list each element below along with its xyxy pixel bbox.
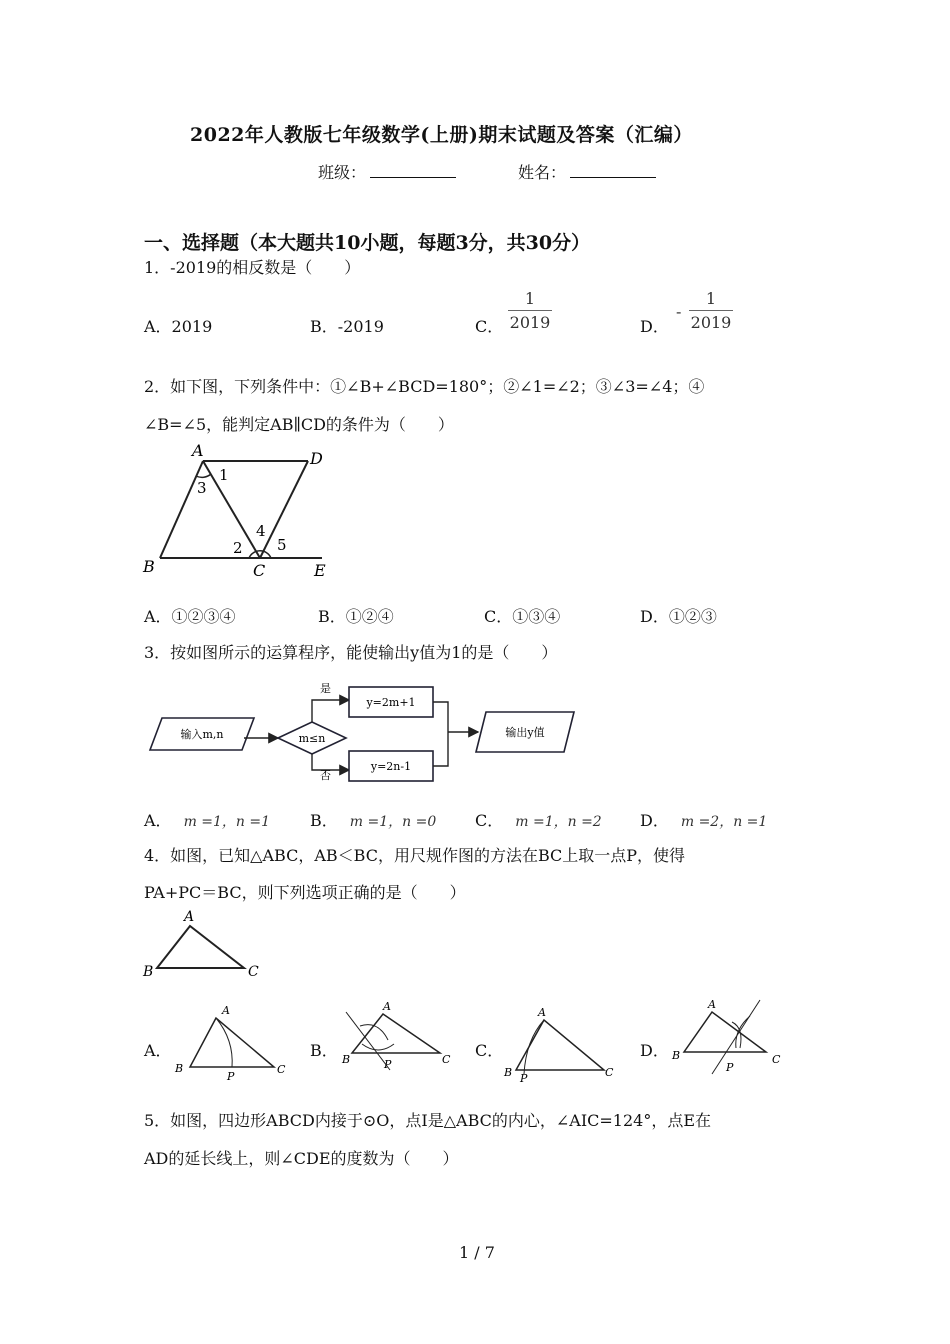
label-c: C <box>442 1053 451 1066</box>
fraction-denominator: 2019 <box>508 310 552 332</box>
option-value: m =1，n =0 <box>349 814 437 830</box>
q3-flowchart <box>146 678 578 784</box>
option-label: C． <box>475 811 504 830</box>
label-b: B <box>342 1053 351 1066</box>
q4-option-b: B． <box>310 1041 338 1060</box>
label-p: P <box>227 1070 235 1083</box>
class-field <box>318 160 456 183</box>
option-label: D． <box>640 811 669 830</box>
label-a: A <box>538 1006 546 1019</box>
q4-option-c-figure <box>500 1000 625 1084</box>
angle-4-label: 4 <box>256 522 266 540</box>
label-d: D <box>310 449 323 468</box>
q4-stem-line2: PA+PC＝BC，则下列选项正确的是（ ） <box>144 883 466 902</box>
label-p: P <box>384 1058 392 1071</box>
document-title: 2022年人教版七年级数学(上册)期末试题及答案（汇编） <box>190 124 693 146</box>
label-c: C <box>605 1066 614 1079</box>
no-label: 否 <box>320 769 331 782</box>
q1-option-a: A．2019 <box>144 317 213 336</box>
formula-2-label: y=2n-1 <box>370 760 412 773</box>
q1-option-c: C． <box>475 317 504 336</box>
q2-parallelogram-figure <box>140 440 340 582</box>
label-c: C <box>248 964 259 980</box>
label-b: B <box>143 964 154 980</box>
label-b: B <box>672 1049 681 1062</box>
angle-1-label: 1 <box>219 466 229 484</box>
angle-5-label: 5 <box>277 536 287 554</box>
label-c: C <box>277 1063 286 1076</box>
option-label: B． <box>310 811 338 830</box>
option-value: m =2，n =1 <box>680 814 768 830</box>
name-label: 姓名： <box>518 163 567 182</box>
q1-minus-sign: - <box>676 302 682 321</box>
q2-stem-line1: 2．如下图，下列条件中：①∠B+∠BCD=180°；②∠1=∠2；③∠3=∠4；④ <box>144 377 705 396</box>
q5-stem-line1: 5．如图，四边形ABCD内接于⊙O，点I是△ABC的内心，∠AIC=124°，点E在 <box>144 1111 712 1130</box>
section-heading: 一、选择题（本大题共10小题，每题3分，共30分） <box>144 232 591 254</box>
fraction-numerator: 1 <box>705 289 717 308</box>
q4-option-d: D． <box>640 1041 669 1060</box>
label-a: A <box>708 998 716 1011</box>
output-label: 输出y值 <box>505 726 545 739</box>
class-blank <box>370 163 456 178</box>
q4-option-d-figure <box>668 996 793 1080</box>
angle-3-label: 3 <box>197 479 207 497</box>
label-c: C <box>253 561 266 580</box>
label-a: A <box>222 1004 230 1017</box>
yes-label: 是 <box>320 682 331 695</box>
q2-stem-line2: ∠B=∠5，能判定AB∥CD的条件为（ ） <box>144 415 454 434</box>
q5-stem-line2: AD的延长线上，则∠CDE的度数为（ ） <box>144 1149 459 1168</box>
q3-stem: 3．按如图所示的运算程序，能使输出y值为1的是（ ） <box>144 643 558 662</box>
label-a: A <box>184 909 195 925</box>
label-b: B <box>504 1066 513 1079</box>
formula-1-label: y=2m+1 <box>366 696 416 709</box>
q2-option-b: B．①②④ <box>318 607 394 626</box>
label-p: P <box>726 1061 734 1074</box>
q4-option-a-figure <box>170 1000 295 1082</box>
q3-option-c <box>475 808 602 831</box>
label-a: A <box>383 1000 391 1013</box>
fraction-denominator: 2019 <box>689 310 733 332</box>
q3-option-d <box>640 808 767 831</box>
option-value: m =1，n =1 <box>183 814 271 830</box>
q1-stem: 1．-2019的相反数是（ ） <box>144 258 361 277</box>
class-label: 班级： <box>318 163 367 182</box>
q2-option-a: A．①②③④ <box>144 607 236 626</box>
label-c: C <box>772 1053 781 1066</box>
option-value: m =1，n =2 <box>515 814 602 830</box>
q4-option-c: C． <box>475 1041 504 1060</box>
label-a: A <box>192 441 204 460</box>
option-label: A． <box>144 811 172 830</box>
q4-triangle-figure <box>140 908 270 982</box>
q3-option-a <box>144 808 270 831</box>
q3-option-b <box>310 808 436 831</box>
condition-label: m≤n <box>298 732 326 745</box>
label-p: P <box>520 1072 528 1085</box>
q4-option-b-figure <box>338 1000 463 1082</box>
fraction-numerator: 1 <box>524 289 536 308</box>
angle-2-label: 2 <box>233 539 243 557</box>
input-label: 输入m,n <box>180 728 224 741</box>
q1-fraction-c <box>508 289 552 332</box>
q2-option-d: D．①②③ <box>640 607 717 626</box>
q2-option-c: C．①③④ <box>484 607 561 626</box>
label-e: E <box>314 561 326 580</box>
q4-option-a: A． <box>144 1041 172 1060</box>
page-number: 1 / 7 <box>459 1243 495 1262</box>
label-b: B <box>175 1062 184 1075</box>
q1-option-b: B．-2019 <box>310 317 384 336</box>
label-b: B <box>143 557 155 576</box>
q1-option-d: D． <box>640 317 669 336</box>
q1-fraction-d <box>689 289 733 332</box>
q4-stem-line1: 4．如图，已知△ABC，AB＜BC，用尺规作图的方法在BC上取一点P，使得 <box>144 846 686 865</box>
name-blank <box>570 163 656 178</box>
name-field <box>518 160 656 183</box>
